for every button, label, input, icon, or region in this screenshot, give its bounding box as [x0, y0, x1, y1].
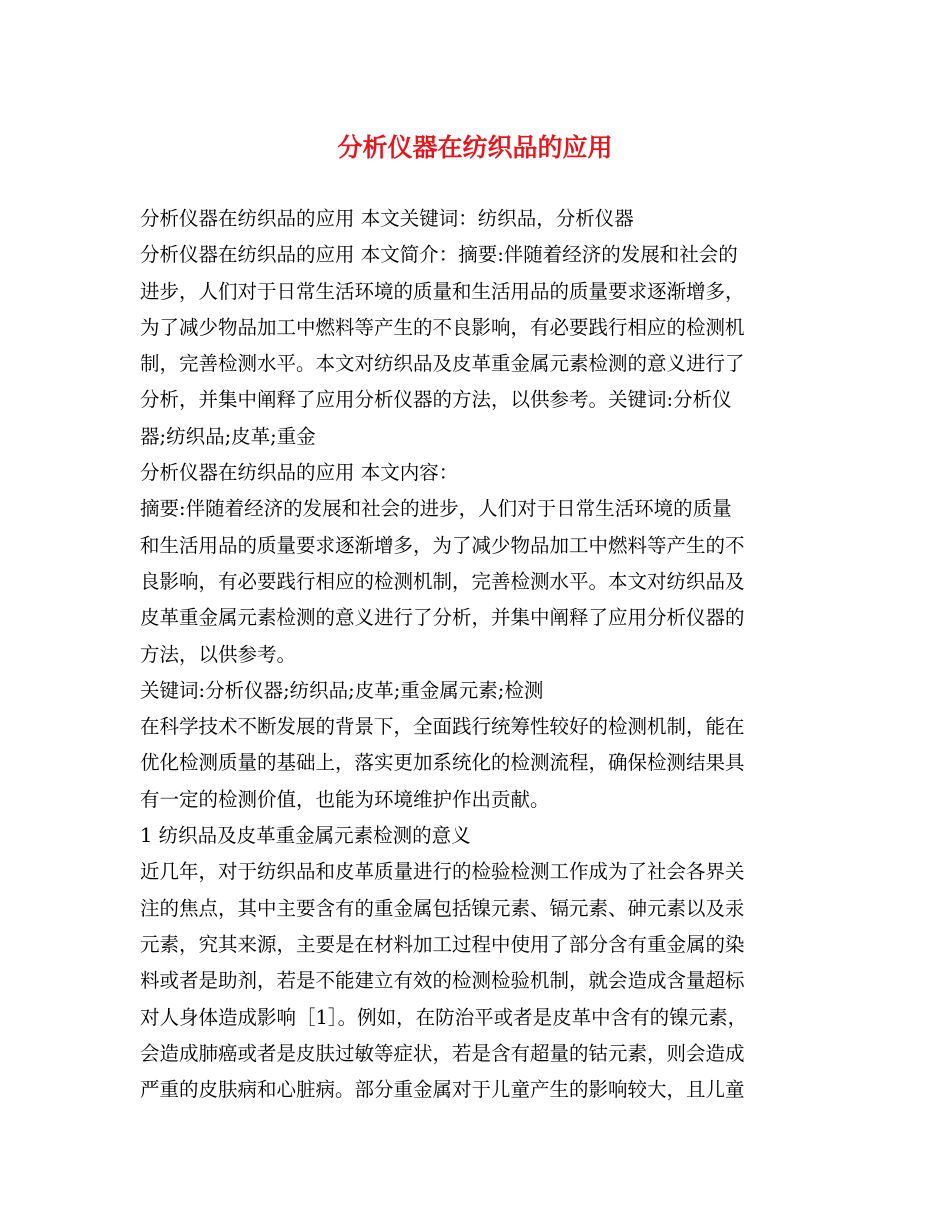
body-line: 良影响，有必要践行相应的检测机制，完善检测水平。本文对纺织品及 [140, 569, 745, 593]
section-heading: 1 纺织品及皮革重金属元素检测的意义 [140, 824, 471, 848]
body-line: 制，完善检测水平。本文对纺织品及皮革重金属元素检测的意义进行了 [140, 352, 745, 376]
body-line: 注的焦点，其中主要含有的重金属包括镍元素、镉元素、砷元素以及汞 [140, 896, 745, 920]
body-line: 严重的皮肤病和心脏病。部分重金属对于儿童产生的影响较大，且儿童 [140, 1078, 745, 1102]
document-title: 分析仪器在纺织品的应用 [337, 133, 613, 162]
body-line: 有一定的检测价值，也能为环境维护作出贡献。 [140, 787, 550, 811]
body-line: 分析仪器在纺织品的应用 本文内容： [140, 461, 459, 485]
body-line: 为了减少物品加工中燃料等产生的不良影响，有必要践行相应的检测机 [140, 315, 745, 339]
body-line: 料或者是助剂，若是不能建立有效的检测检验机制，就会造成含量超标 [140, 969, 745, 993]
body-line: 皮革重金属元素检测的意义进行了分析，并集中阐释了应用分析仪器的 [140, 606, 745, 630]
body-line: 进步，人们对于日常生活环境的质量和生活用品的质量要求逐渐增多， [140, 279, 745, 303]
body-line: 关键词:分析仪器;纺织品;皮革;重金属元素;检测 [140, 678, 544, 702]
body-line: 近几年，对于纺织品和皮革质量进行的检验检测工作成为了社会各界关 [140, 860, 745, 884]
body-line: 在科学技术不断发展的背景下，全面践行统筹性较好的检测机制，能在 [140, 715, 745, 739]
body-line: 元素，究其来源，主要是在材料加工过程中使用了部分含有重金属的染 [140, 932, 745, 956]
body-line: 分析仪器在纺织品的应用 本文关键词：纺织品，分析仪器 [140, 207, 634, 230]
body-line: 和生活用品的质量要求逐渐增多，为了减少物品加工中燃料等产生的不 [140, 533, 745, 557]
document-body [140, 201, 830, 1108]
body-line: 分析，并集中阐释了应用分析仪器的方法，以供参考。关键词:分析仪 [140, 388, 732, 412]
body-line: 摘要:伴随着经济的发展和社会的进步，人们对于日常生活环境的质量 [140, 497, 732, 521]
body-line: 分析仪器在纺织品的应用 本文简介：摘要:伴随着经济的发展和社会的 [140, 243, 738, 267]
body-line: 对人身体造成影响［1］。例如，在防治平或者是皮革中含有的镍元素， [140, 1005, 748, 1029]
body-line: 会造成肺癌或者是皮肤过敏等症状，若是含有超量的钴元素，则会造成 [140, 1041, 745, 1065]
body-line: 方法，以供参考。 [140, 642, 297, 666]
body-line: 器;纺织品;皮革;重金 [140, 424, 316, 448]
body-line: 优化检测质量的基础上，落实更加系统化的检测流程，确保检测结果具 [140, 751, 745, 775]
